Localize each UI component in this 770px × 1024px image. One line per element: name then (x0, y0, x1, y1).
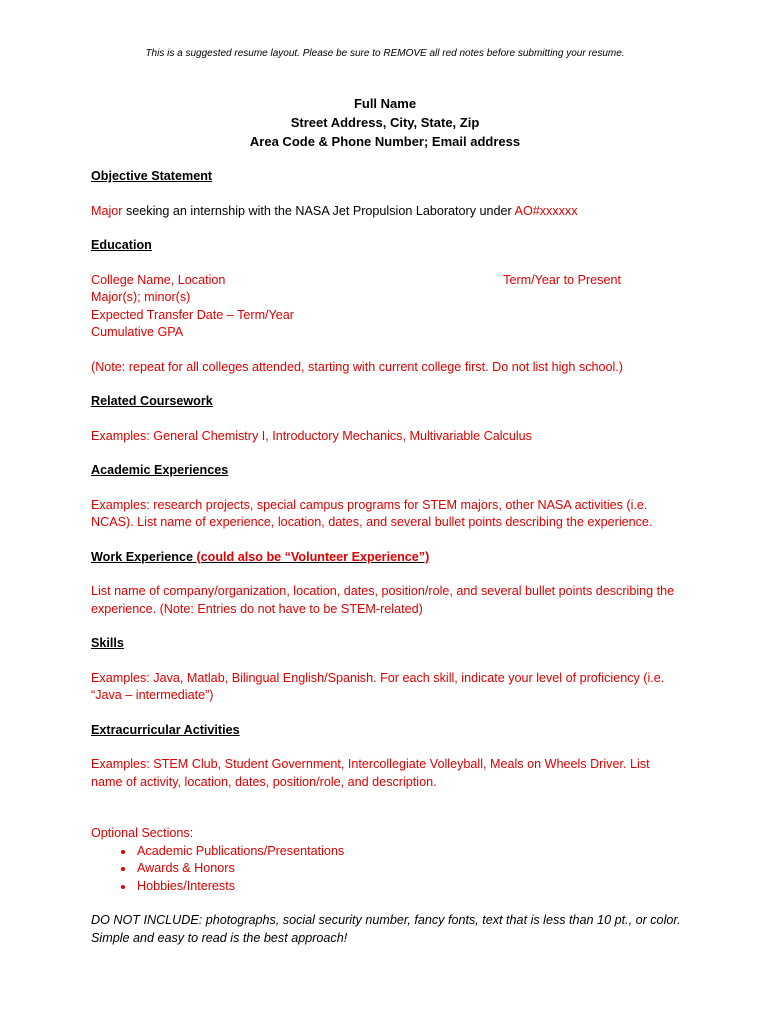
work-heading-label: Work Experience (91, 549, 193, 564)
education-college-row (91, 272, 681, 290)
optional-sections-title: Optional Sections: (91, 826, 194, 840)
coursework-text: Examples: General Chemistry I, Introductory Mechanics, Multivariable Calculus (91, 428, 532, 443)
education-note: (Note: repeat for all colleges attended, starting with current college first. Do not list high school.) (91, 359, 623, 374)
top-instruction-note: This is a suggested resume layout. Please be sure to REMOVE all red notes before submitting your resume. (145, 48, 625, 59)
objective-major: Major (91, 203, 123, 218)
objective-heading: Objective Statement (91, 169, 213, 183)
education-gpa: Cumulative GPA (91, 325, 184, 339)
objective-statement (91, 203, 681, 221)
extracurricular-text: Examples: STEM Club, Student Government, Intercollegiate Volleyball, Meals on Wheels Driver. List name of activity, location, dates, position/role, and description. (91, 757, 650, 789)
skills-heading: Skills (91, 636, 124, 650)
education-heading: Education (91, 238, 152, 252)
skills-text: Examples: Java, Matlab, Bilingual English/Spanish. For each skill, indicate your level of proficiency (i.e. “Java – intermediate”) (91, 670, 665, 702)
list-item: • Academic Publications/Presentations (135, 843, 681, 861)
work-heading (91, 549, 681, 567)
academic-heading: Academic Experiences (91, 463, 229, 477)
full-name: Full Name (353, 96, 417, 111)
do-not-include-note: DO NOT INCLUDE: photographs, social security number, fancy fonts, text that is less than 10 pt., or color. Simple and easy to read is the best approach! (91, 913, 681, 945)
street-address: Street Address, City, State, Zip (290, 115, 480, 130)
college-term: Term/Year to Present (503, 272, 621, 287)
contact-line: Area Code & Phone Number; Email address (249, 134, 521, 149)
coursework-heading: Related Coursework (91, 394, 213, 408)
resume-header (0, 94, 770, 151)
college-name: College Name, Location (91, 272, 226, 287)
list-item: • Hobbies/Interests (135, 878, 681, 896)
objective-text: seeking an internship with the NASA Jet Propulsion Laboratory under (122, 203, 515, 218)
extracurricular-heading: Extracurricular Activities (91, 722, 240, 737)
objective-ao-number: AO#xxxxxx (514, 203, 578, 218)
work-text: List name of company/organization, location, dates, position/role, and several bullet points describing the experience. (Note: Entries do not have to be STEM-related) (91, 584, 675, 616)
education-transfer-date: Expected Transfer Date – Term/Year (91, 307, 295, 322)
resume-body (91, 168, 681, 947)
education-majors: Major(s); minor(s) (91, 290, 191, 304)
optional-sections-list (91, 843, 681, 896)
academic-text: Examples: research projects, special campus programs for STEM majors, other NASA activities (i.e. NCAS). List name of experience, location, dates, and several bullet points describing the experience. (91, 497, 653, 529)
list-item: • Awards & Honors (135, 860, 681, 878)
work-heading-note: (could also be “Volunteer Experience”) (196, 549, 430, 564)
